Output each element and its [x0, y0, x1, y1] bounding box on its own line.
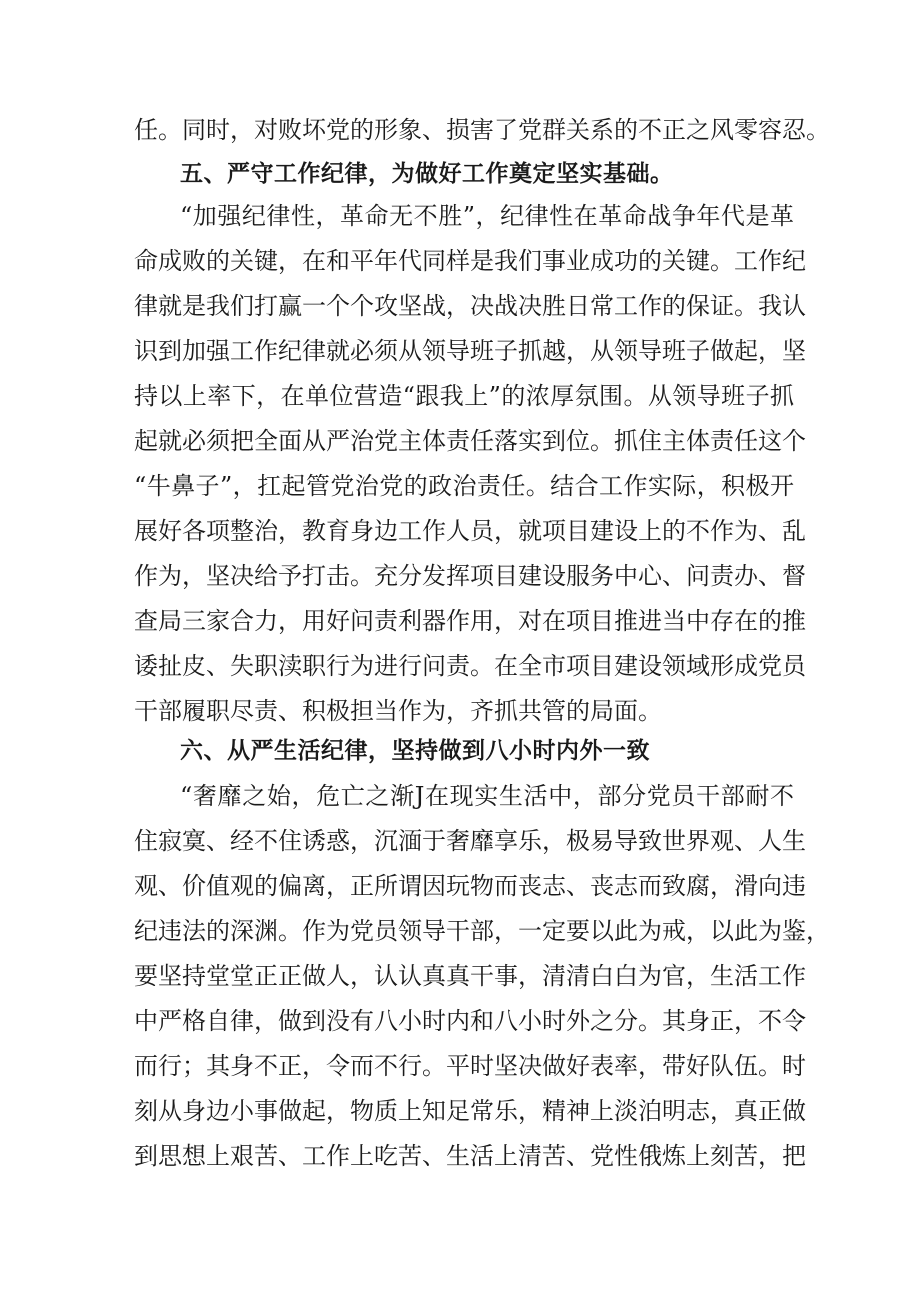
paragraph-line: 观、价值观的偏离，正所谓因玩物而丧志、丧志而致腐，滑向违	[134, 872, 806, 900]
paragraph-line: 刻从身边小事做起，物质上知足常乐，精神上淡泊明志，真正做	[134, 1097, 806, 1125]
paragraph-line: 起就必须把全面从严治党主体责任落实到位。抓住主体责任这个	[134, 427, 806, 455]
paragraph-line: 到思想上艰苦、工作上吃苦、生活上清苦、党性俄炼上刻苦，把	[134, 1142, 806, 1170]
paragraph-line: 作为，坚决给予打击。充分发挥项目建设服务中心、问责办、督	[134, 562, 806, 590]
paragraph-line: 识到加强工作纪律就必须从领导班子抓越，从领导班子做起，坚	[134, 337, 806, 365]
paragraph-line: 持以上率下，在单位营造“跟我上”的浓厚氛围。从领导班子抓	[134, 382, 794, 410]
paragraph-line: 任。同时，对败坏党的形象、损害了党群关系的不正之风零容忍。	[134, 116, 830, 144]
section-heading-6: 六、从严生活纪律，坚持做到八小时内外一致	[180, 738, 650, 764]
paragraph-line: “加强纪律性，革命无不胜”，纪律性在革命战争年代是革	[180, 202, 794, 230]
paragraph-line: “奢靡之始，危亡之渐J在现实生活中，部分党员干部耐不	[180, 782, 794, 810]
section-heading-5: 五、严守工作纪律，为做好工作奠定坚实基础。	[180, 161, 674, 187]
paragraph-line: 查局三家合力，用好问责利器作用，对在项目推进当中存在的推	[134, 607, 806, 635]
paragraph-line: “牛鼻子”，扛起管党治党的政治责任。结合工作实际，积极开	[134, 472, 794, 500]
paragraph-line: 中严格自律，做到没有八小时内和八小时外之分。其身正，不令	[134, 1007, 806, 1035]
paragraph-line: 纪违法的深渊。作为党员领导干部，一定要以此为戒，以此为鉴，	[134, 917, 830, 945]
paragraph-line: 诿扯皮、失职渎职行为进行问责。在全市项目建设领域形成党员	[134, 652, 806, 680]
paragraph-line: 律就是我们打赢一个个攻坚战，决战决胜日常工作的保证。我认	[134, 292, 806, 320]
paragraph-line: 干部履职尽责、积极担当作为，齐抓共管的局面。	[134, 697, 662, 725]
paragraph-line: 命成败的关键，在和平年代同样是我们事业成功的关键。工作纪	[134, 247, 806, 275]
paragraph-line: 而行；其身不正，令而不行。平时坚决做好表率，带好队伍。时	[134, 1052, 806, 1080]
paragraph-line: 要坚持堂堂正正做人，认认真真干事，清清白白为官，生活工作	[134, 962, 806, 990]
paragraph-line: 住寂寞、经不住诱惑，沉湎于奢靡享乐，极易导致世界观、人生	[134, 827, 806, 855]
paragraph-line: 展好各项整治，教育身边工作人员，就项目建设上的不作为、乱	[134, 517, 806, 545]
